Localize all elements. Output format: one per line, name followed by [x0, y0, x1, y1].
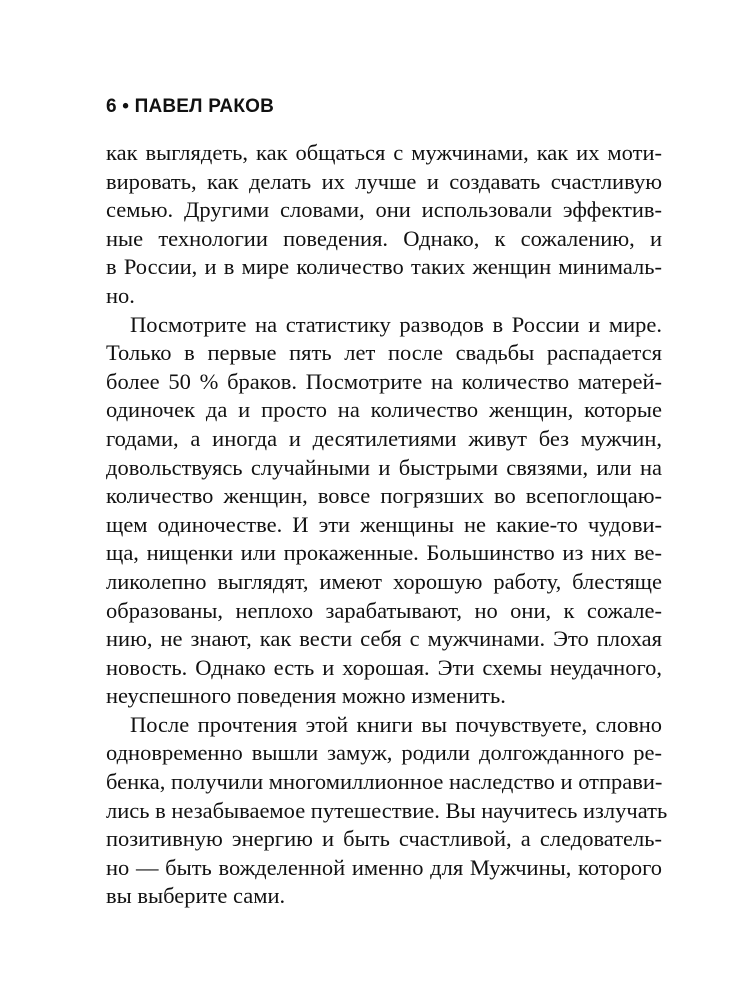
text-line: ща, нищенки или прокаженные. Большинство из них ве- [106, 540, 662, 566]
text-line: После прочтения этой книги вы почувствуете, словно [130, 711, 662, 737]
text-line: ликолепно выглядят, имеют хорошую работу, блестяще [106, 568, 662, 594]
text-line: одновременно вышли замуж, родили долгожданного ре- [106, 740, 662, 766]
text-line: семью. Другими словами, они использовали эффектив- [106, 197, 662, 223]
text-line: нию, не знают, как вести себя с мужчинами. Это плохая [106, 626, 662, 652]
text-line: довольствуясь случайными и быстрыми связями, или на [106, 454, 662, 480]
text-line: но — быть вожделенной именно для Мужчины, которого [106, 854, 662, 880]
text-line: в России, и в мире количество таких женщин минималь- [106, 254, 662, 280]
text-line: новость. Однако есть и хорошая. Эти схемы неудачного, [106, 654, 662, 680]
text-line: как выглядеть, как общаться с мужчинами, как их моти- [106, 140, 662, 165]
text-line: более 50 % браков. Посмотрите на количество матерей- [106, 368, 662, 394]
text-line: но. [106, 282, 135, 308]
text-line: вы выберите сами. [106, 883, 286, 909]
text-line: позитивную энергию и быть счастливой, а следователь- [106, 826, 662, 852]
author-name: ПАВЕЛ РАКОВ [134, 96, 275, 117]
page-number: 6 [106, 96, 117, 117]
text-line: количество женщин, вовсе погрязших во всепоглощаю- [106, 483, 662, 509]
text-line: образованы, неплохо зарабатывают, но они, к сожале- [106, 597, 662, 623]
text-line: лись в незабываемое путешествие. Вы научитесь излучать [106, 797, 668, 823]
text-line: Посмотрите на статистику разводов в России и мире. [130, 311, 662, 337]
text-line: щем одиночестве. И эти женщины не какие-то чудови- [106, 511, 662, 537]
text-line: годами, а иногда и десятилетиями живут без мужчин, [106, 425, 662, 451]
header-separator: • [122, 96, 130, 117]
running-head [106, 95, 662, 119]
text-line: Только в первые пять лет после свадьбы распадается [106, 340, 662, 366]
text-line: бенка, получили многомиллионное наследство и отправи- [106, 769, 663, 795]
text-line: неуспешного поведения можно изменить. [106, 683, 506, 709]
paragraph-1 [106, 139, 662, 311]
book-page [106, 95, 668, 911]
text-line: вировать, как делать их лучше и создавать счастливую [106, 168, 662, 194]
text-line: ные технологии поведения. Однако, к сожалению, и [106, 225, 662, 251]
paragraph-2 [106, 311, 662, 711]
text-line: одиночек да и просто на количество женщин, которые [106, 397, 662, 423]
paragraph-3 [106, 711, 668, 911]
